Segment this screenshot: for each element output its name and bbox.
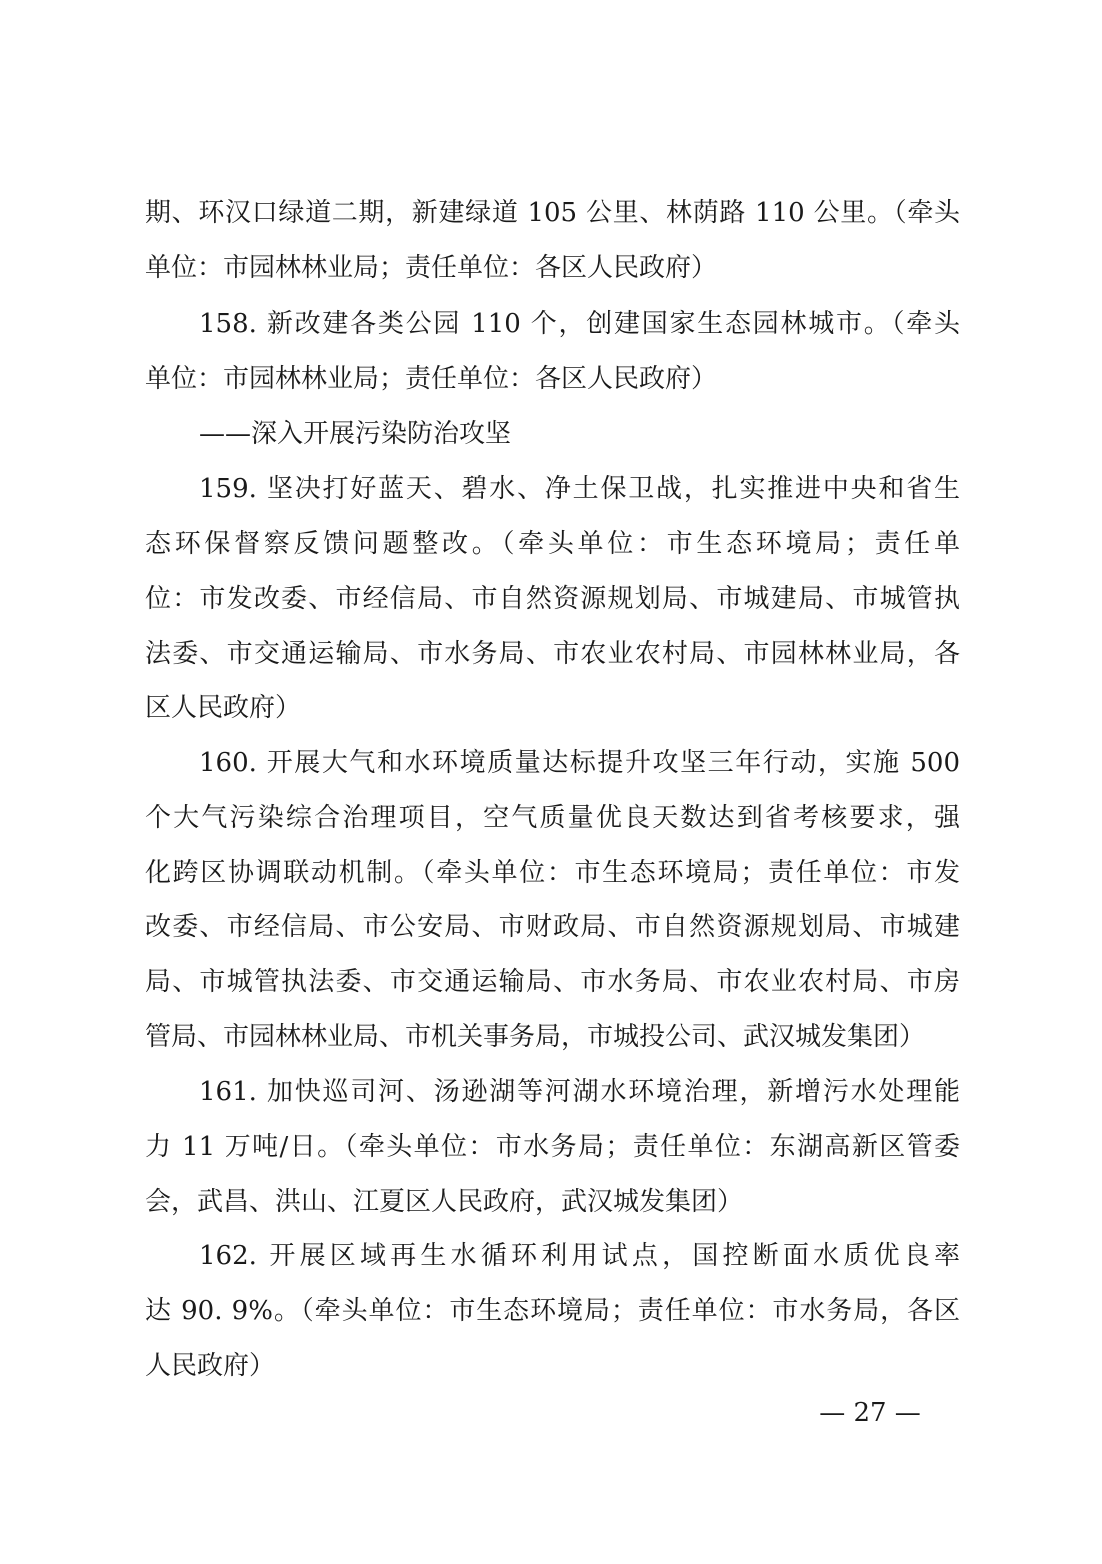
text-line: 单位：市园林林业局；责任单位：各区人民政府） xyxy=(145,364,718,394)
text-line: 会，武昌、洪山、江夏区人民政府，武汉城发集团） xyxy=(145,1187,744,1217)
text-line: 期、环汉口绿道二期，新建绿道 105 公里、林荫路 110 公里。（牵头 xyxy=(145,198,960,228)
item-162-line: 162. 开展区域再生水循环利用试点，国控断面水质优良率 xyxy=(199,1241,960,1271)
text-line: 改委、市经信局、市公安局、市财政局、市自然资源规划局、市城建 xyxy=(145,912,960,942)
item-160-line: 160. 开展大气和水环境质量达标提升攻坚三年行动，实施 500 xyxy=(199,748,960,778)
item-159-line: 159. 坚决打好蓝天、碧水、净土保卫战，扎实推进中央和省生 xyxy=(199,474,960,504)
text-line: 化跨区协调联动机制。（牵头单位：市生态环境局；责任单位：市发 xyxy=(145,858,960,888)
text-line: 法委、市交通运输局、市水务局、市农业农村局、市园林林业局，各 xyxy=(145,639,960,669)
text-line: 单位：市园林林业局；责任单位：各区人民政府） xyxy=(145,253,718,283)
text-line: 人民政府） xyxy=(145,1351,276,1381)
item-161-line: 161. 加快巡司河、汤逊湖等河湖水环境治理，新增污水处理能 xyxy=(199,1077,960,1107)
section-heading: ——深入开展污染防治攻坚 xyxy=(199,419,512,449)
text-line: 个大气污染综合治理项目，空气质量优良天数达到省考核要求，强 xyxy=(145,803,960,833)
text-line: 态环保督察反馈问题整改。（牵头单位：市生态环境局；责任单 xyxy=(145,529,960,559)
item-158-line: 158. 新改建各类公园 110 个，创建国家生态园林城市。（牵头 xyxy=(199,309,960,339)
text-line: 力 11 万吨/日。（牵头单位：市水务局；责任单位：东湖高新区管委 xyxy=(145,1132,960,1162)
text-line: 局、市城管执法委、市交通运输局、市水务局、市农业农村局、市房 xyxy=(145,967,960,997)
page-number: — 27 — xyxy=(819,1398,921,1428)
text-line: 区人民政府） xyxy=(145,693,302,723)
text-line: 管局、市园林林业局、市机关事务局，市城投公司、武汉城发集团） xyxy=(145,1022,926,1052)
text-line: 达 90. 9%。（牵头单位：市生态环境局；责任单位：市水务局，各区 xyxy=(145,1296,960,1326)
text-line: 位：市发改委、市经信局、市自然资源规划局、市城建局、市城管执 xyxy=(145,584,960,614)
